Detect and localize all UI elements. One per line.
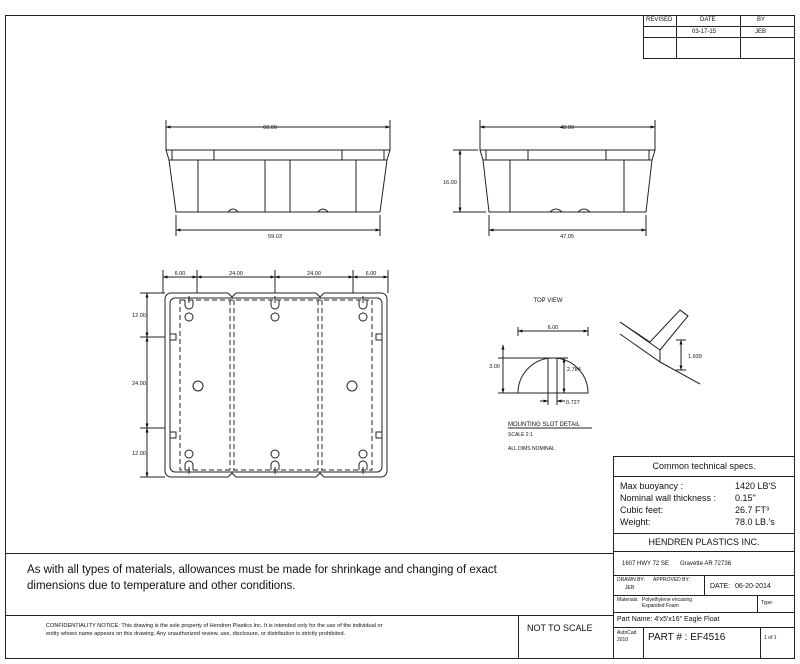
drawn-by-label: DRAWN BY: <box>617 577 645 583</box>
spec-label-buoyancy: Max buoyancy : <box>620 481 684 491</box>
revision-by: JEB <box>755 29 767 35</box>
slot-height-dim: 3.00 <box>489 364 500 370</box>
type-label: Type: <box>761 600 774 606</box>
not-to-scale: NOT TO SCALE <box>527 623 593 633</box>
top-view-label: TOP VIEW <box>533 298 563 304</box>
autocad-line1: AutoCad <box>617 630 637 636</box>
materials-line2: Expanded Foam <box>642 603 679 609</box>
side-view <box>453 120 655 236</box>
revision-date: 03-17-15 <box>692 29 717 35</box>
drawn-by: JEB <box>625 585 635 591</box>
top-view-dim-left-2: 24.00 <box>132 381 146 387</box>
front-view-top-dim: 60.00 <box>263 125 277 131</box>
spec-value-cubic: 26.7 FT³ <box>735 505 770 515</box>
shrinkage-note-line2: dimensions due to temperature and other conditions. <box>27 580 296 592</box>
top-view-dim-3: 24.00 <box>307 271 321 277</box>
shrinkage-note-line1: As with all types of materials, allowances must be made for shrinkage and changing of exact <box>27 564 497 576</box>
spec-label-weight: Weight: <box>620 517 651 527</box>
side-view-bottom-dim: 47.05 <box>560 234 574 240</box>
address-city: Gravette AR 72736 <box>680 561 732 567</box>
side-view-height-dim: 16.00 <box>443 180 457 186</box>
title-block-divider <box>613 627 795 628</box>
spec-label-wall: Nominal wall thickness : <box>620 493 717 503</box>
mounting-slot-detail <box>498 310 700 428</box>
slot-width-dim: 6.00 <box>547 325 559 331</box>
revision-header-revised: REVISED <box>646 17 673 23</box>
revision-header-by: BY <box>757 17 766 23</box>
address-street: 1607 HWY 72 SE <box>622 561 669 567</box>
title-block-divider <box>613 612 795 613</box>
sheet-number: 1 of 1 <box>764 635 777 641</box>
slot-slot-width-dim: 0.727 <box>566 400 580 406</box>
title-block-divider <box>704 575 705 595</box>
title-block-divider <box>613 533 795 534</box>
title-block-divider <box>613 551 795 552</box>
materials-line1: Polyethylene encasing <box>642 597 693 603</box>
notes-divider <box>5 553 613 554</box>
autocad-line2: 2010 <box>617 637 629 643</box>
front-view-bottom-dim: 59.03 <box>268 234 282 240</box>
materials-label: Materials: <box>617 597 639 603</box>
specs-divider <box>613 476 795 477</box>
notes-divider <box>5 615 613 616</box>
spec-value-weight: 78.0 LB.'s <box>735 517 775 527</box>
title-block-divider <box>613 595 795 596</box>
confidentiality-line2: entity whoes name appears on this drawing. Any unauthorized review, use, disclosure, or distribution is strictly prohibited. <box>46 631 346 637</box>
title-block-divider <box>643 627 644 659</box>
slot-detail-title: MOUNTING SLOT DETAIL <box>508 422 581 428</box>
spec-value-buoyancy: 1420 LB'S <box>735 481 777 491</box>
date-value: 06-20-2014 <box>735 583 771 590</box>
side-view-top-dim: 48.00 <box>560 125 574 131</box>
title-block-divider <box>760 627 761 659</box>
notes-divider <box>518 615 519 659</box>
slot-iso-dim: 1.939 <box>688 354 702 360</box>
top-view-dim-left-1: 12.00 <box>132 313 146 319</box>
approved-by-label: APPROVED BY: <box>653 577 690 583</box>
slot-detail-scale: SCALE 2:1 <box>508 432 533 438</box>
revision-header-date: DATE <box>700 17 716 23</box>
slot-detail-note: ALL DIMS NOMINAL <box>508 446 555 452</box>
top-view-dim-1: 6.00 <box>174 271 186 277</box>
company-name: HENDREN PLASTICS INC. <box>648 537 760 547</box>
slot-depth-dim: 2.784 <box>567 367 581 373</box>
part-name: Part Name: 4'x5'x16" Eagle Float <box>617 616 720 623</box>
part-number: PART # : EF4516 <box>648 632 726 643</box>
top-view-dim-left-3: 12.00 <box>132 451 146 457</box>
top-view <box>140 270 388 477</box>
front-view <box>166 120 390 236</box>
top-view-dim-2: 24.00 <box>229 271 243 277</box>
title-block-divider <box>757 595 758 612</box>
date-label: DATE: <box>710 583 731 590</box>
spec-value-wall: 0.15" <box>735 493 756 503</box>
confidentiality-line1: CONFIDENTIALITY NOTICE: This drawing is the sole property of Hendren Plastics Inc. It is intended only for the use of the individual or <box>46 623 383 629</box>
top-view-dim-4: 6.00 <box>365 271 377 277</box>
specs-title: Common technical specs. <box>652 461 756 471</box>
spec-label-cubic: Cubic feet: <box>620 505 664 515</box>
